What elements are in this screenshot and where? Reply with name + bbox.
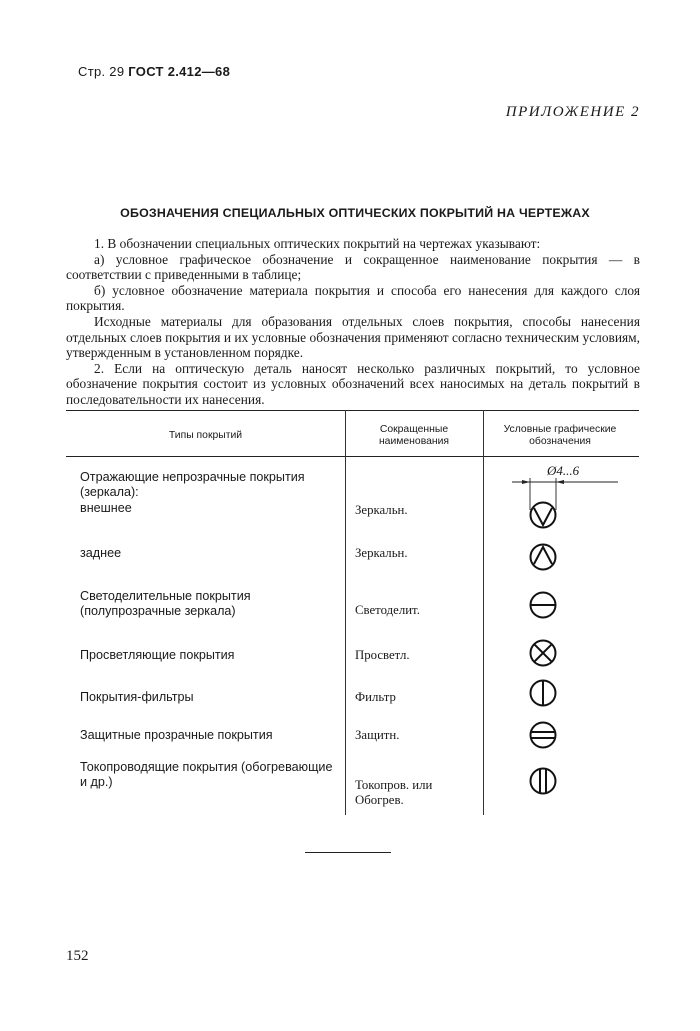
row-abbr: Токопров. или Обогрев. [355, 778, 433, 807]
column-header-abbr: Сокращенные наименования [378, 424, 450, 447]
row-abbr: Просветл. [355, 648, 410, 662]
circle-double-vertical-icon [528, 766, 558, 796]
running-header [78, 64, 230, 79]
row-type: заднее [80, 546, 122, 560]
row-type: Защитные прозрачные покрытия [80, 728, 273, 742]
row-abbr: Зеркальн. [355, 503, 408, 517]
page-label: Стр. 29 [78, 64, 125, 79]
circle-vertical-line-icon [528, 678, 558, 708]
paragraph: Исходные материалы для образования отдельных слоев покрытия, способы нанесения отдельных слоев покрытия и их условные обозначения применяют согласно техническим условиям, утвержденным в установленном порядке. [66, 313, 640, 361]
row-type: Светоделительные покрытия (полупрозрачные зеркала) [80, 589, 251, 618]
body-text [66, 236, 640, 408]
column-header-type: Типы покрытий [168, 430, 243, 441]
standard-code: ГОСТ 2.412—68 [128, 64, 231, 79]
row-type: Просветляющие покрытия [80, 648, 235, 662]
row-type: Покрытия-фильтры [80, 690, 194, 704]
table-top-rule [66, 410, 639, 411]
column-divider [483, 410, 484, 815]
circle-horizontal-line-icon [528, 590, 558, 620]
row-type: Отражающие непрозрачные покрытия (зеркала): [80, 470, 305, 499]
table-header-rule [66, 456, 639, 457]
circle-inverted-v-icon [528, 542, 558, 572]
row-abbr: Светоделит. [355, 603, 420, 617]
end-rule [305, 852, 391, 853]
column-header-symbol: Условные графические обозначения [503, 424, 617, 447]
row-abbr: Зеркальн. [355, 546, 408, 560]
circle-x-icon [528, 638, 558, 668]
row-abbr: Фильтр [355, 690, 396, 704]
paragraph: а) условное графическое обозначение и сокращенное наименование покрытия — в соответствии с приведенными в таблице; [66, 251, 640, 283]
row-abbr: Защитн. [355, 728, 400, 742]
appendix-label: ПРИЛОЖЕНИЕ 2 [505, 104, 640, 120]
paragraph: 2. Если на оптическую деталь наносят несколько различных покрытий, то условное обозначение покрытия состоит из условных обозначений всех наносимых на деталь покрытий в последовательности их нанесения. [66, 360, 640, 407]
circle-double-horizontal-icon [528, 720, 558, 750]
page-title: ОБОЗНАЧЕНИЯ СПЕЦИАЛЬНЫХ ОПТИЧЕСКИХ ПОКРЫТИЙ НА ЧЕРТЕЖАХ [120, 206, 590, 220]
row-type: внешнее [80, 501, 132, 515]
circle-v-icon [528, 500, 558, 530]
paragraph: 1. В обозначении специальных оптических покрытий на чертежах указывают: [94, 236, 541, 251]
page-number: 152 [66, 948, 89, 964]
row-type: Токопроводящие покрытия (обогревающие и др.) [80, 760, 333, 789]
dimension-label: Ø4...6 [547, 463, 580, 478]
paragraph: б) условное обозначение материала покрытия и способа его нанесения для каждого слоя покрытия. [66, 282, 640, 314]
column-divider [345, 410, 346, 815]
